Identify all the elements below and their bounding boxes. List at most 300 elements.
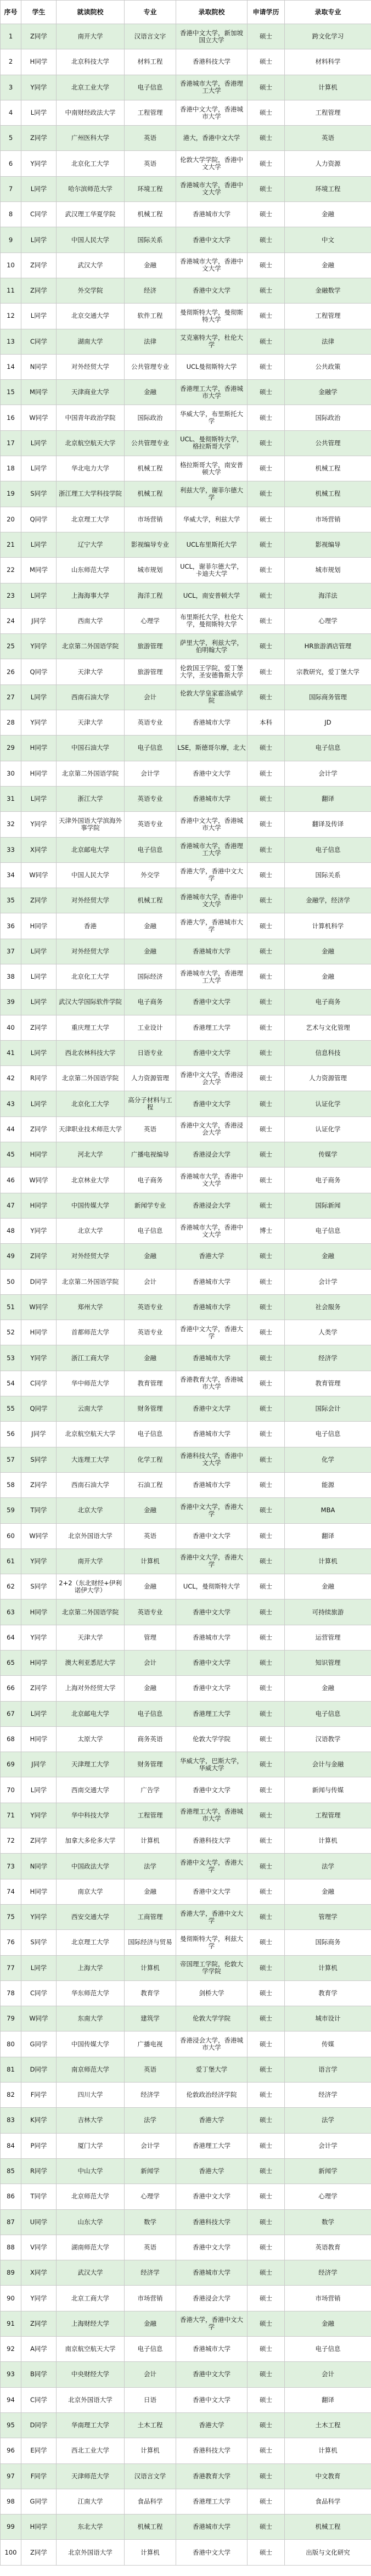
cell-major: 会计学 xyxy=(125,2133,176,2158)
cell-index: 10 xyxy=(1,252,21,278)
table-row xyxy=(1,1701,371,1726)
cell-student: Z同学 xyxy=(21,1676,57,1701)
cell-major: 金融 xyxy=(125,2311,176,2336)
cell-school: 北京大学 xyxy=(57,1498,125,1523)
cell-index: 92 xyxy=(1,2337,21,2362)
table-row xyxy=(1,583,371,608)
cell-student: R同学 xyxy=(21,2158,57,2184)
cell-admitted-school: 香港中文大学 xyxy=(176,1523,248,1548)
cell-degree: 硕士 xyxy=(248,1066,285,1091)
cell-major: 金融 xyxy=(125,252,176,278)
cell-degree: 硕士 xyxy=(248,1828,285,1854)
cell-admitted-school: 香港理工大学 xyxy=(176,2489,248,2514)
cell-index: 91 xyxy=(1,2311,21,2336)
cell-major: 金融 xyxy=(125,913,176,939)
table-row xyxy=(1,862,371,888)
cell-index: 47 xyxy=(1,1193,21,1218)
cell-admitted-major: 工程管理 xyxy=(285,304,371,329)
cell-student: Y同学 xyxy=(21,2286,57,2311)
header-degree: 申请学历 xyxy=(248,1,285,24)
cell-admitted-school: 香港城市大学 xyxy=(176,1294,248,1320)
cell-admitted-major: 金融 xyxy=(285,252,371,278)
cell-index: 67 xyxy=(1,1701,21,1726)
cell-admitted-major: 人力资源管理 xyxy=(285,1066,371,1091)
cell-admitted-major: 金融 xyxy=(285,939,371,964)
cell-admitted-school: 香港理工大学，香港城市大学 xyxy=(176,380,248,405)
table-row xyxy=(1,2463,371,2489)
cell-admitted-school: 香港城市大学，香港理工大学 xyxy=(176,837,248,862)
header-admitted-major: 录取专业 xyxy=(285,1,371,24)
cell-admitted-major: 数学 xyxy=(285,2209,371,2235)
cell-index: 61 xyxy=(1,1548,21,1574)
cell-degree: 硕士 xyxy=(248,761,285,786)
cell-degree: 硕士 xyxy=(248,49,285,75)
cell-student: Z同学 xyxy=(21,1015,57,1040)
cell-student: L同学 xyxy=(21,786,57,811)
cell-admitted-major: 工程管理 xyxy=(285,100,371,125)
table-row xyxy=(1,100,371,125)
cell-admitted-major: 金融 xyxy=(285,1879,371,1904)
table-row xyxy=(1,608,371,633)
cell-student: Y同学 xyxy=(21,151,57,176)
cell-major: 金融 xyxy=(125,939,176,964)
table-row xyxy=(1,329,371,354)
table-row xyxy=(1,736,371,761)
cell-major: 机械工程 xyxy=(125,202,176,227)
cell-index: 49 xyxy=(1,1244,21,1269)
table-row xyxy=(1,1752,371,1777)
cell-major: 市场营销 xyxy=(125,507,176,532)
cell-degree: 硕士 xyxy=(248,1168,285,1193)
cell-index: 99 xyxy=(1,2515,21,2540)
cell-admitted-school: UCL曼彻斯特大学 xyxy=(176,354,248,379)
table-row xyxy=(1,1091,371,1116)
cell-student: N同学 xyxy=(21,1854,57,1879)
cell-school: 北京工业大学 xyxy=(57,75,125,100)
cell-degree: 硕士 xyxy=(248,1142,285,1168)
cell-index: 40 xyxy=(1,1015,21,1040)
cell-major: 机械工程 xyxy=(125,2515,176,2540)
cell-student: J同学 xyxy=(21,1752,57,1777)
cell-degree: 硕士 xyxy=(248,1879,285,1904)
cell-index: 37 xyxy=(1,939,21,964)
table-row xyxy=(1,1244,371,1269)
cell-degree: 硕士 xyxy=(248,405,285,430)
cell-index: 88 xyxy=(1,2235,21,2260)
cell-student: H同学 xyxy=(21,1320,57,1345)
cell-degree: 硕士 xyxy=(248,329,285,354)
cell-admitted-major: 法学 xyxy=(285,1854,371,1879)
cell-admitted-major: 食品科学 xyxy=(285,2489,371,2514)
cell-admitted-school: 香港理工大学 xyxy=(176,2133,248,2158)
cell-admitted-major: 计算机 xyxy=(285,1955,371,1980)
cell-school: 北京外国语大学 xyxy=(57,2387,125,2412)
cell-admitted-school: UCL，谢菲尔德大学，卡迪夫大学 xyxy=(176,558,248,583)
cell-major: 计算机 xyxy=(125,1548,176,1574)
cell-index: 82 xyxy=(1,2083,21,2108)
cell-student: W同学 xyxy=(21,1168,57,1193)
cell-admitted-major: 国际关系 xyxy=(285,862,371,888)
cell-major: 汉语言文学 xyxy=(125,2463,176,2489)
cell-index: 98 xyxy=(1,2489,21,2514)
cell-school: 北京化工大学 xyxy=(57,151,125,176)
cell-degree: 硕士 xyxy=(248,2260,285,2286)
cell-degree: 硕士 xyxy=(248,913,285,939)
cell-student: C同学 xyxy=(21,329,57,354)
cell-major: 机械工程 xyxy=(125,888,176,913)
cell-degree: 硕士 xyxy=(248,2515,285,2540)
cell-student: J同学 xyxy=(21,608,57,633)
cell-admitted-major: 计算机科学 xyxy=(285,913,371,939)
cell-degree: 硕士 xyxy=(248,24,285,49)
cell-admitted-major: 金融 xyxy=(285,1244,371,1269)
cell-index: 81 xyxy=(1,2057,21,2082)
cell-admitted-school: 香港城市大学 xyxy=(176,1345,248,1371)
cell-admitted-school: 香港城市大学 xyxy=(176,1269,248,1294)
cell-admitted-major: 传媒 xyxy=(285,2031,371,2057)
table-row xyxy=(1,1371,371,1396)
table-row xyxy=(1,1523,371,1548)
table-row xyxy=(1,126,371,151)
cell-school: 云南大学 xyxy=(57,1396,125,1422)
cell-index: 89 xyxy=(1,2260,21,2286)
cell-school: 郑州大学 xyxy=(57,1294,125,1320)
table-row xyxy=(1,2311,371,2336)
cell-admitted-major: 机械工程 xyxy=(285,456,371,481)
cell-school: 外交学院 xyxy=(57,278,125,303)
cell-admitted-major: 国际商务 xyxy=(285,1930,371,1955)
cell-degree: 硕士 xyxy=(248,2057,285,2082)
cell-admitted-school: LSE，斯德哥尔摩，北大 xyxy=(176,736,248,761)
cell-degree: 硕士 xyxy=(248,1676,285,1701)
cell-degree: 硕士 xyxy=(248,2438,285,2463)
cell-major: 会计 xyxy=(125,2362,176,2387)
cell-admitted-major: 金融学，经济学 xyxy=(285,888,371,913)
cell-major: 法学 xyxy=(125,1854,176,1879)
cell-major: 市场营销 xyxy=(125,2286,176,2311)
cell-admitted-school: 香港中文大学，香港大学 xyxy=(176,1854,248,1879)
cell-degree: 硕士 xyxy=(248,75,285,100)
cell-admitted-school: 香港城市大学，香港中文大学 xyxy=(176,176,248,201)
cell-admitted-major: 国际政治 xyxy=(285,405,371,430)
cell-major: 日语专业 xyxy=(125,1040,176,1065)
cell-degree: 硕士 xyxy=(248,507,285,532)
cell-index: 78 xyxy=(1,1980,21,2006)
cell-admitted-major: MBA xyxy=(285,1498,371,1523)
table-row xyxy=(1,2133,371,2158)
cell-student: M同学 xyxy=(21,558,57,583)
cell-index: 5 xyxy=(1,126,21,151)
cell-admitted-school: 香港浸会大学，香港城市大学 xyxy=(176,2031,248,2057)
table-row xyxy=(1,964,371,989)
cell-degree: 硕士 xyxy=(248,1701,285,1726)
cell-school: 武汉大学 xyxy=(57,2260,125,2286)
cell-index: 64 xyxy=(1,1625,21,1650)
cell-admitted-school: 香港大学，香港中文大学 xyxy=(176,2311,248,2336)
cell-school: 西北工业大学 xyxy=(57,2438,125,2463)
cell-index: 38 xyxy=(1,964,21,989)
cell-degree: 硕士 xyxy=(248,2133,285,2158)
cell-degree: 硕士 xyxy=(248,278,285,303)
cell-student: H同学 xyxy=(21,761,57,786)
cell-index: 2 xyxy=(1,49,21,75)
cell-degree: 硕士 xyxy=(248,1955,285,1980)
cell-degree: 硕士 xyxy=(248,100,285,125)
cell-index: 85 xyxy=(1,2158,21,2184)
cell-index: 44 xyxy=(1,1116,21,1142)
cell-student: L同学 xyxy=(21,1040,57,1065)
cell-major: 计算机 xyxy=(125,1828,176,1854)
cell-student: X同学 xyxy=(21,837,57,862)
cell-admitted-school: 香港城市大学，香港理工大学 xyxy=(176,964,248,989)
cell-student: T同学 xyxy=(21,1498,57,1523)
table-row xyxy=(1,2362,371,2387)
cell-school: 山东大学 xyxy=(57,2209,125,2235)
cell-admitted-school: 伦敦大学学院，香港中文大学 xyxy=(176,151,248,176)
cell-student: Y同学 xyxy=(21,710,57,736)
cell-admitted-school: 香港中文大学 xyxy=(176,278,248,303)
cell-school: 北京第二外国语学院 xyxy=(57,634,125,659)
cell-index: 3 xyxy=(1,75,21,100)
cell-degree: 硕士 xyxy=(248,1345,285,1371)
cell-major: 经济学 xyxy=(125,2083,176,2108)
cell-school: 华北电力大学 xyxy=(57,456,125,481)
cell-admitted-school: 香港中文大学 xyxy=(176,227,248,252)
cell-school: 江南大学 xyxy=(57,2489,125,2514)
table-row xyxy=(1,1345,371,1371)
table-row xyxy=(1,1854,371,1879)
cell-admitted-school: 香港中文大学 xyxy=(176,2235,248,2260)
cell-school: 广州医科大学 xyxy=(57,126,125,151)
cell-index: 46 xyxy=(1,1168,21,1193)
table-row xyxy=(1,2540,371,2565)
cell-school: 中山大学 xyxy=(57,2158,125,2184)
cell-student: D同学 xyxy=(21,1269,57,1294)
cell-degree: 硕士 xyxy=(248,227,285,252)
cell-student: G同学 xyxy=(21,2489,57,2514)
cell-student: Q同学 xyxy=(21,507,57,532)
cell-degree: 硕士 xyxy=(248,1574,285,1600)
cell-admitted-major: 会计学 xyxy=(285,2133,371,2158)
cell-admitted-school: 香港城市大学 xyxy=(176,939,248,964)
cell-degree: 硕士 xyxy=(248,176,285,201)
cell-admitted-major: 翻译 xyxy=(285,1523,371,1548)
cell-school: 湖南师范大学 xyxy=(57,2235,125,2260)
cell-student: E同学 xyxy=(21,2438,57,2463)
cell-admitted-major: 知识管理 xyxy=(285,1651,371,1676)
cell-school: 加拿大多伦多大学 xyxy=(57,1828,125,1854)
cell-degree: 硕士 xyxy=(248,2209,285,2235)
cell-school: 北京外国语大学 xyxy=(57,1523,125,1548)
cell-degree: 硕士 xyxy=(248,2489,285,2514)
cell-major: 金融 xyxy=(125,1676,176,1701)
cell-degree: 硕士 xyxy=(248,964,285,989)
cell-degree: 硕士 xyxy=(248,2540,285,2565)
cell-degree: 硕士 xyxy=(248,1320,285,1345)
cell-index: 84 xyxy=(1,2133,21,2158)
cell-major: 广播电视 xyxy=(125,2031,176,2057)
cell-school: 北京大学 xyxy=(57,1218,125,1243)
cell-admitted-major: 电子信息 xyxy=(285,2337,371,2362)
cell-student: H同学 xyxy=(21,1193,57,1218)
cell-major: 食品科学 xyxy=(125,2489,176,2514)
cell-index: 93 xyxy=(1,2362,21,2387)
cell-index: 36 xyxy=(1,913,21,939)
cell-school: 北京工商大学 xyxy=(57,2286,125,2311)
cell-admitted-school: 伦敦政治经济学院 xyxy=(176,2083,248,2108)
cell-school: 天津商业大学 xyxy=(57,380,125,405)
table-row xyxy=(1,1422,371,1447)
cell-admitted-school: 香港中文大学，新加坡国立大学 xyxy=(176,24,248,49)
cell-degree: 硕士 xyxy=(248,1116,285,1142)
cell-major: 英语 xyxy=(125,151,176,176)
cell-school: 上海大学 xyxy=(57,1955,125,1980)
cell-admitted-school: 伦敦大学学院 xyxy=(176,1726,248,1752)
cell-index: 66 xyxy=(1,1676,21,1701)
cell-major: 电子信息 xyxy=(125,1218,176,1243)
cell-student: V同学 xyxy=(21,2235,57,2260)
cell-index: 71 xyxy=(1,1803,21,1828)
cell-admitted-school: 香港中文大学 xyxy=(176,1600,248,1625)
cell-admitted-major: 计算机 xyxy=(285,75,371,100)
cell-major: 工业设计 xyxy=(125,1015,176,1040)
cell-index: 39 xyxy=(1,990,21,1015)
cell-school: 南京大学 xyxy=(57,1879,125,1904)
cell-admitted-school: UCL，曼彻斯特大学 xyxy=(176,1574,248,1600)
cell-admitted-school: 香港科技大学 xyxy=(176,2438,248,2463)
cell-student: L同学 xyxy=(21,304,57,329)
cell-admitted-school: 香港理工大学，香港城市大学 xyxy=(176,1803,248,1828)
cell-student: Z同学 xyxy=(21,252,57,278)
cell-student: Z同学 xyxy=(21,1472,57,1497)
cell-admitted-major: 城市设计 xyxy=(285,2006,371,2031)
cell-degree: 硕士 xyxy=(248,2184,285,2209)
table-row xyxy=(1,1040,371,1065)
table-row xyxy=(1,2337,371,2362)
cell-index: 34 xyxy=(1,862,21,888)
cell-admitted-school: 香港城市大学，香港理工大学 xyxy=(176,75,248,100)
cell-degree: 硕士 xyxy=(248,1244,285,1269)
cell-admitted-school: 伦敦国王学院，爱丁堡大学，圣安德鲁斯大学 xyxy=(176,659,248,684)
cell-student: L同学 xyxy=(21,1777,57,1803)
cell-student: C同学 xyxy=(21,2387,57,2412)
cell-school: 天津理工大学 xyxy=(57,1752,125,1777)
cell-degree: 硕士 xyxy=(248,2337,285,2362)
cell-index: 74 xyxy=(1,1879,21,1904)
cell-index: 8 xyxy=(1,202,21,227)
cell-major: 电子商务 xyxy=(125,990,176,1015)
cell-major: 新闻学专业 xyxy=(125,1193,176,1218)
cell-major: 人力资源管理 xyxy=(125,1066,176,1091)
cell-school: 南京师范大学 xyxy=(57,2057,125,2082)
cell-degree: 硕士 xyxy=(248,1752,285,1777)
cell-admitted-school: 香港中文大学，香港大学 xyxy=(176,1498,248,1523)
cell-school: 对外经贸大学 xyxy=(57,354,125,379)
header-student: 学生 xyxy=(21,1,57,24)
cell-student: X同学 xyxy=(21,2260,57,2286)
cell-major: 电子信息 xyxy=(125,75,176,100)
cell-school: 西北农林科技大学 xyxy=(57,1040,125,1065)
cell-admitted-school: 香港中文大学，香港城市大学 xyxy=(176,100,248,125)
table-row xyxy=(1,1828,371,1854)
cell-degree: 硕士 xyxy=(248,2362,285,2387)
cell-admitted-major: 法学 xyxy=(285,2108,371,2133)
cell-school: 香港 xyxy=(57,913,125,939)
cell-school: 浙江工商大学 xyxy=(57,1345,125,1371)
table-row xyxy=(1,1218,371,1243)
cell-student: U同学 xyxy=(21,2209,57,2235)
cell-admitted-major: 经济学 xyxy=(285,2083,371,2108)
cell-admitted-school: 香港大学 xyxy=(176,2108,248,2133)
table-row xyxy=(1,2515,371,2540)
cell-school: 华中科技大学 xyxy=(57,1803,125,1828)
cell-admitted-school: 剑桥大学 xyxy=(176,1980,248,2006)
cell-student: W同学 xyxy=(21,2006,57,2031)
cell-admitted-school: 伦敦大学学院 xyxy=(176,2006,248,2031)
cell-index: 56 xyxy=(1,1422,21,1447)
cell-admitted-major: 计算机 xyxy=(285,2438,371,2463)
cell-school: 河北大学 xyxy=(57,1142,125,1168)
table-row xyxy=(1,659,371,684)
cell-student: N同学 xyxy=(21,354,57,379)
cell-major: 数学 xyxy=(125,2209,176,2235)
cell-student: F同学 xyxy=(21,2083,57,2108)
cell-index: 94 xyxy=(1,2387,21,2412)
cell-student: L同学 xyxy=(21,964,57,989)
cell-degree: 硕士 xyxy=(248,2463,285,2489)
cell-index: 59 xyxy=(1,1498,21,1523)
cell-degree: 硕士 xyxy=(248,1396,285,1422)
table-row xyxy=(1,2286,371,2311)
cell-student: W同学 xyxy=(21,1294,57,1320)
cell-degree: 硕士 xyxy=(248,456,285,481)
cell-index: 11 xyxy=(1,278,21,303)
table-row xyxy=(1,176,371,201)
cell-major: 日语 xyxy=(125,2387,176,2412)
cell-degree: 本科 xyxy=(248,710,285,736)
table-row xyxy=(1,2057,371,2082)
cell-degree: 硕士 xyxy=(248,888,285,913)
cell-student: L同学 xyxy=(21,583,57,608)
table-row xyxy=(1,1803,371,1828)
cell-school: 天津外国语大学滨海外事学院 xyxy=(57,812,125,837)
cell-index: 20 xyxy=(1,507,21,532)
cell-major: 城市规划 xyxy=(125,558,176,583)
cell-student: Y同学 xyxy=(21,812,57,837)
cell-major: 心理学 xyxy=(125,2184,176,2209)
cell-school: 辽宁大学 xyxy=(57,532,125,557)
cell-student: C同学 xyxy=(21,202,57,227)
cell-index: 62 xyxy=(1,1574,21,1600)
cell-admitted-major: 会计 xyxy=(285,2362,371,2387)
cell-school: 中央财经大学 xyxy=(57,2362,125,2387)
cell-admitted-school: UCL，南安普顿大学 xyxy=(176,583,248,608)
table-row xyxy=(1,430,371,456)
cell-school: 天津师范大学 xyxy=(57,2463,125,2489)
cell-major: 金融 xyxy=(125,1498,176,1523)
cell-major: 英语专业 xyxy=(125,1294,176,1320)
cell-degree: 硕士 xyxy=(248,126,285,151)
cell-major: 电子信息 xyxy=(125,837,176,862)
cell-admitted-school: 香港城市大学 xyxy=(176,2260,248,2286)
cell-student: D同学 xyxy=(21,2412,57,2438)
cell-index: 19 xyxy=(1,481,21,507)
cell-admitted-major: 金融 xyxy=(285,1676,371,1701)
cell-school: 华南理工大学 xyxy=(57,2412,125,2438)
cell-school: 天津大学 xyxy=(57,1625,125,1650)
cell-admitted-school: 香港中文大学 xyxy=(176,1396,248,1422)
cell-admitted-major: 环境工程 xyxy=(285,176,371,201)
